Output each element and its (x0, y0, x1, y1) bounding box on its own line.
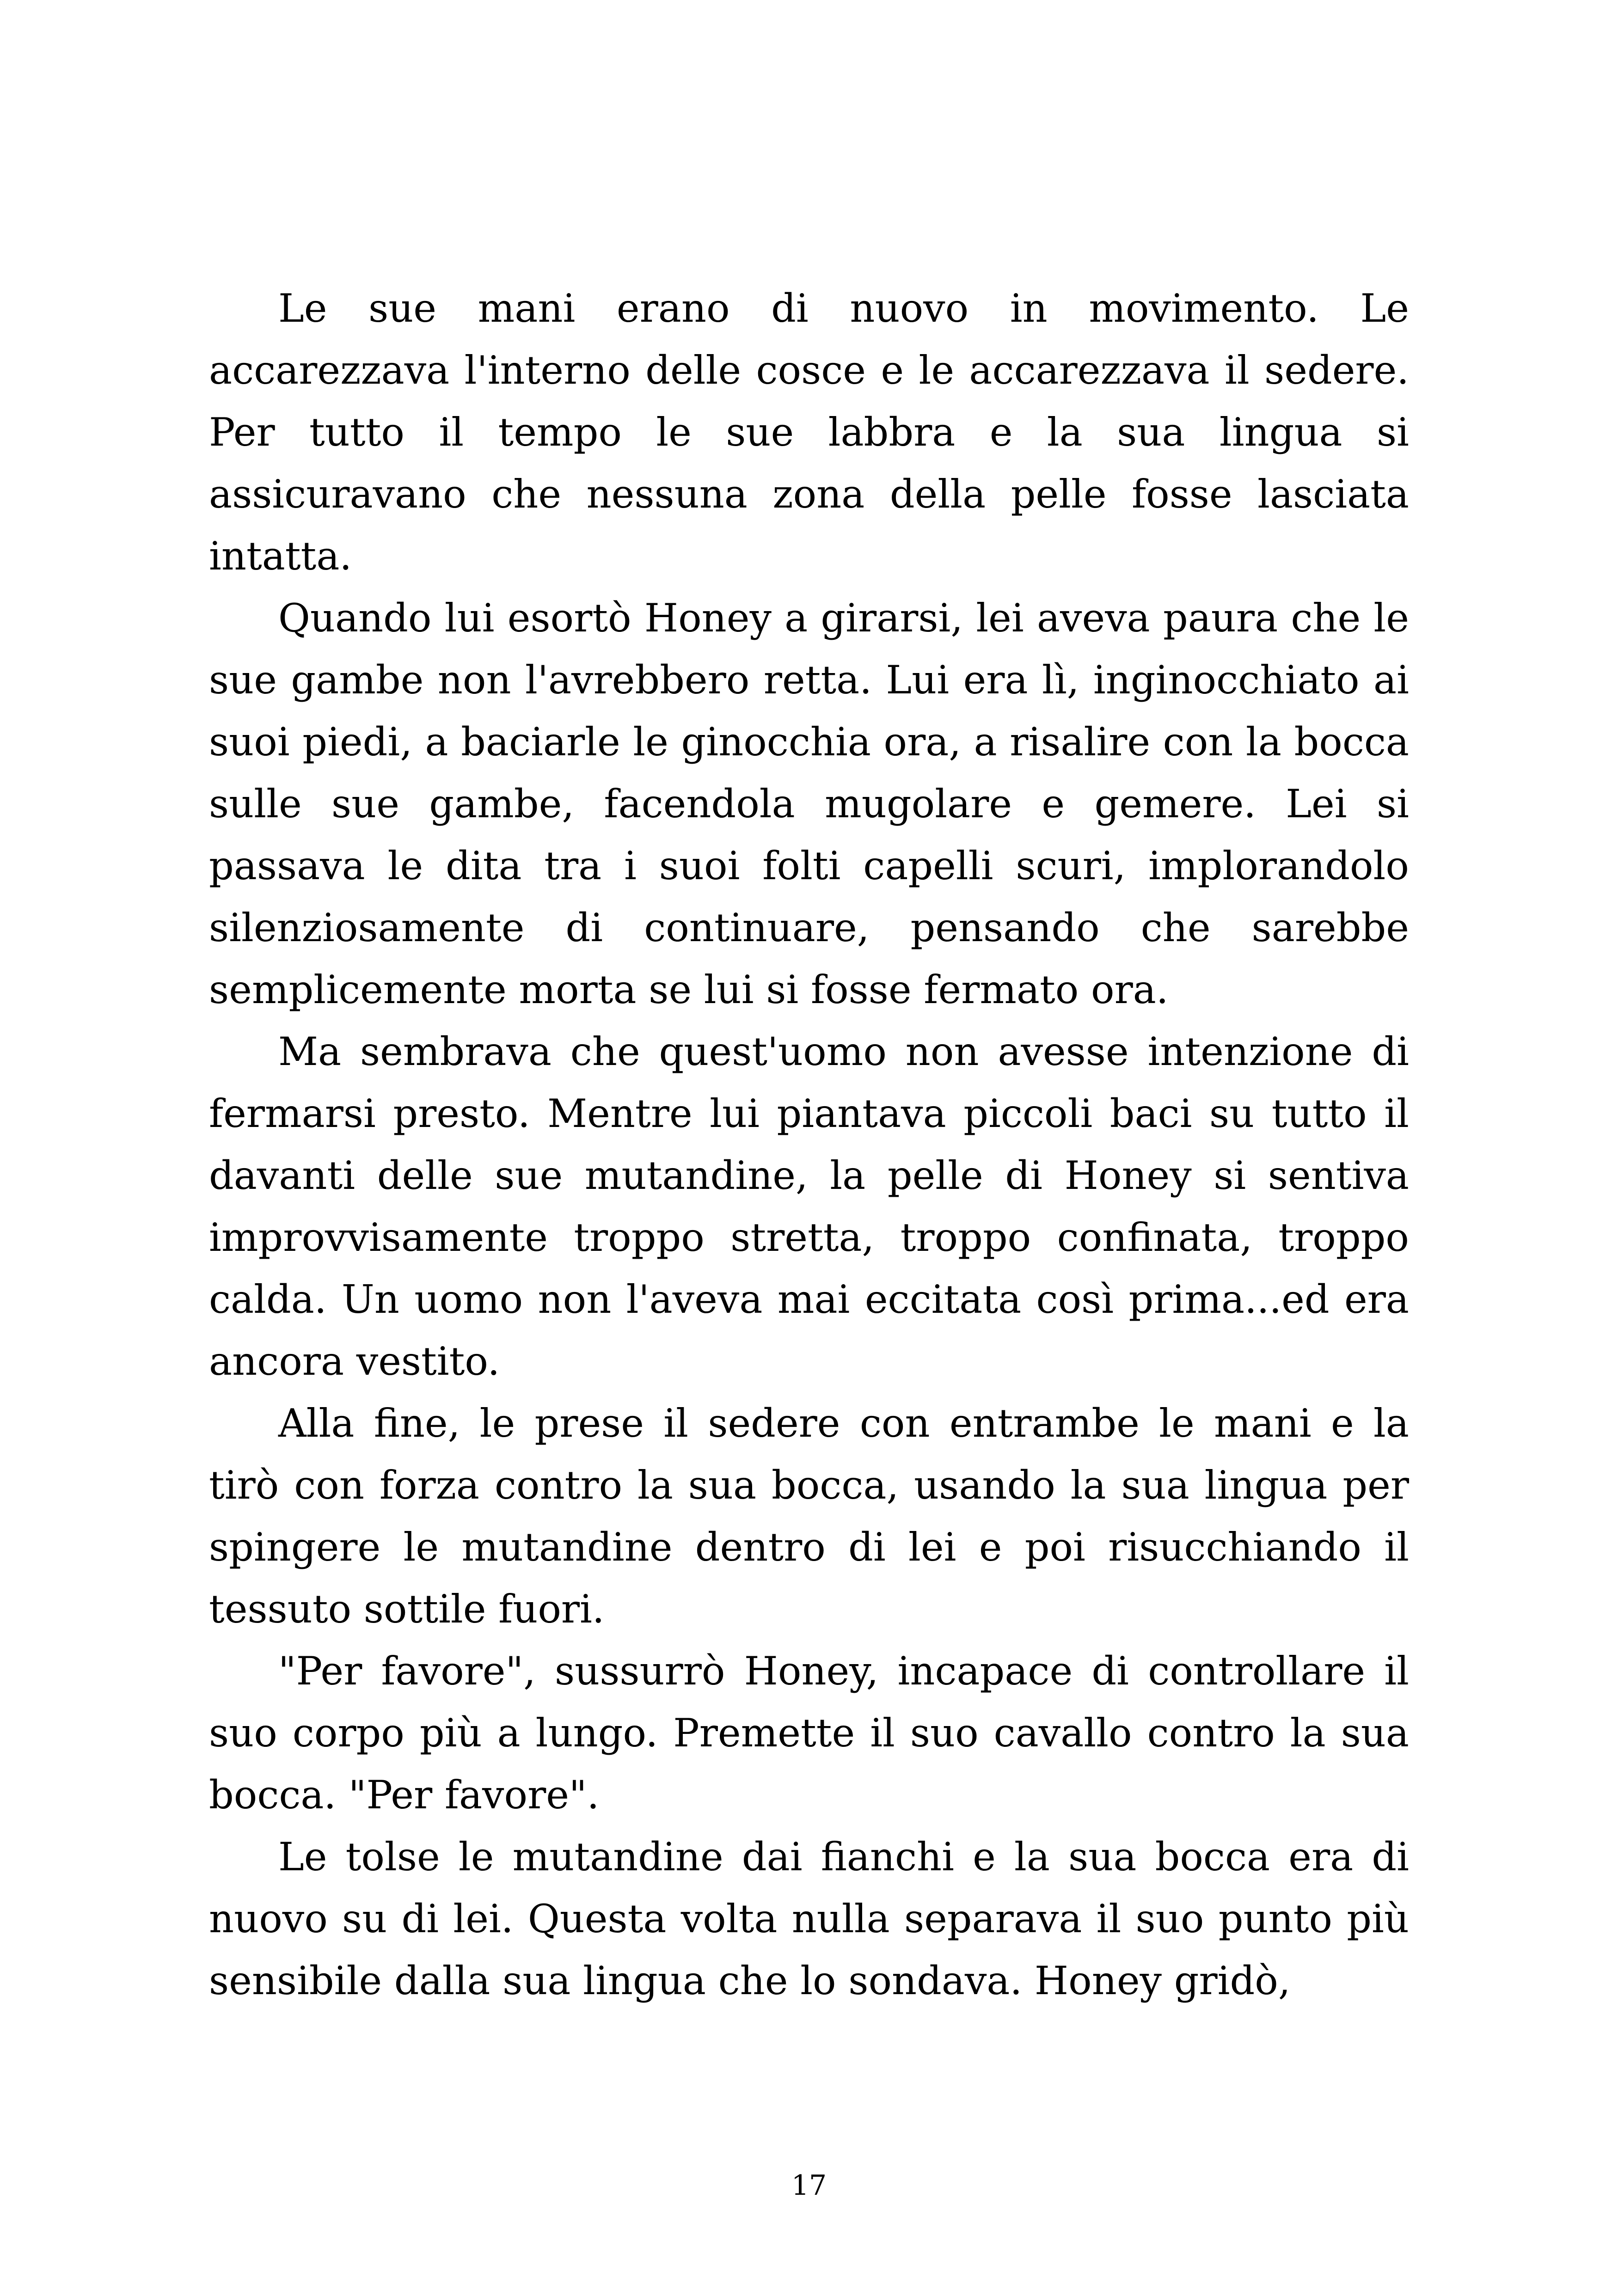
paragraph-4: Alla fine, le prese il sedere con entrambe le mani e la tirò con forza contro la sua bocca, usando la sua lingua per spingere le mutandine dentro di lei e poi risucchiando il tessuto sottile fuori. (209, 1401, 1409, 1632)
paragraph-2: Quando lui esortò Honey a girarsi, lei aveva paura che le sue gambe non l'avrebbero retta. Lui era lì, inginocchiato ai suoi piedi, a baciarle le ginocchia ora, a risalire con la bocca sulle sue gambe, facendola mugolare e gemere. Lei si passava le dita tra i suoi folti capelli scuri, implorandolo silenziosamente di continuare, pensando che sarebbe semplicemente morta se lui si fosse fermato ora. (209, 595, 1409, 1012)
page-number: 17 (791, 2169, 827, 2202)
paragraph-3: Ma sembrava che quest'uomo non avesse intenzione di fermarsi presto. Mentre lui piantava piccoli baci su tutto il davanti delle sue mutandine, la pelle di Honey si sentiva improvvisamente troppo stretta, troppo confinata, troppo calda. Un uomo non l'aveva mai eccitata così prima...ed era ancora vestito. (209, 1029, 1409, 1384)
paragraph-6: Le tolse le mutandine dai fianchi e la sua bocca era di nuovo su di lei. Questa volta nulla separava il suo punto più sensibile dalla sua lingua che lo sondava. Honey gridò, (209, 1834, 1409, 2003)
paragraph-1: Le sue mani erano di nuovo in movimento. Le accarezzava l'interno delle cosce e le accarezzava il sedere. Per tutto il tempo le sue labbra e la sua lingua si assicuravano che nessuna zona della pelle fosse lasciata intatta. (209, 286, 1409, 579)
body-text (209, 277, 1409, 2012)
paragraph-5: "Per favore", sussurrò Honey, incapace di controllare il suo corpo più a lungo. Premette il suo cavallo contro la sua bocca. "Per favore". (209, 1648, 1409, 1818)
